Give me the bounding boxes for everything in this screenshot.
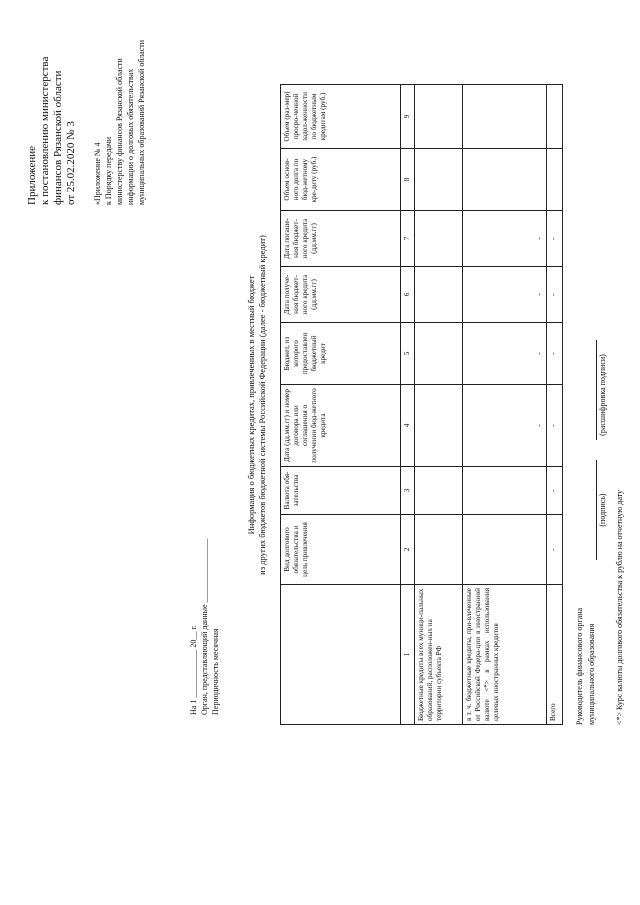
table-cell: - (547, 385, 563, 467)
appendix-line: финансов Рязанской области (52, 70, 64, 205)
table-cell (415, 211, 463, 267)
header-cell: Дата погаше-ния бюджет-ного кредита (дд.мм.гг) (281, 211, 401, 267)
header-fields (188, 538, 221, 715)
table-cell: - (463, 211, 547, 267)
periodicity-line: Периодичность месячная (211, 628, 220, 715)
head-title-line-1: Руководитель финансового органа (575, 607, 584, 725)
report-date-line: На 1 ____________ 20__ г. (189, 625, 198, 715)
attachment-line: министерству финансов Рязанской области (115, 58, 124, 205)
footnote: <*> Курс валюты долгового обязательства к рублю на отчетную дату (615, 489, 624, 725)
table-cell (415, 467, 463, 515)
table-row (463, 85, 547, 725)
organ-line: Орган, представляющий данные ________________ (200, 538, 209, 715)
number-cell: 8 (401, 149, 415, 211)
table-cell: - (463, 267, 547, 323)
table-cell (415, 85, 463, 149)
attachment-line: информации о долговых обязательствах (126, 68, 135, 205)
table-cell (415, 323, 463, 385)
header-cell: Вид долгового обязательства и цель привлечения (281, 515, 401, 585)
header-cell: Бюджет, из которого предоставлен бюджетный кредит (281, 323, 401, 385)
signature-block (574, 305, 608, 725)
number-cell: 2 (401, 515, 415, 585)
table-cell: в т. ч. бюджетные кредиты, при-влеченные от Российской Федера-ции в иностранной валюте <*> в рамках использования целевых иностранных кредитов (463, 585, 547, 725)
table-cell (463, 85, 547, 149)
table-cell: - (547, 211, 563, 267)
decode-line (585, 340, 597, 440)
header-cell (281, 585, 401, 725)
signature-line (585, 460, 597, 560)
table-cell (415, 385, 463, 467)
table-cell: - (547, 515, 563, 585)
header-cell: Объем основ-ного долга по бюд-жетному кре-диту (руб.) (281, 149, 401, 211)
appendix-block (26, 57, 78, 205)
table-cell: Бюджетные кредиты всех муници-пальных образований, расположен-ных на территории субъекта РФ (415, 585, 463, 725)
table-cell: - (463, 323, 547, 385)
signature-caption: (подпись) (598, 493, 607, 527)
number-cell: 3 (401, 467, 415, 515)
number-cell: 1 (401, 585, 415, 725)
table-cell: - (463, 385, 547, 467)
appendix-line: Приложение (26, 145, 38, 205)
table-cell: - (547, 467, 563, 515)
table-cell: - (547, 323, 563, 385)
credits-table (280, 84, 563, 725)
table-cell (463, 515, 547, 585)
attachment-line: муниципальных образований Рязанской области (137, 39, 146, 205)
attachment-block (92, 40, 147, 205)
table-row (415, 85, 463, 725)
table-cell: - (547, 267, 563, 323)
header-cell: Дата получе-ния бюджет-ного кредита (дд.мм.гг) (281, 267, 401, 323)
attachment-line: «Приложение № 4 (93, 142, 102, 205)
document-title (246, 85, 268, 725)
table-cell (463, 149, 547, 211)
appendix-line: от 25.02.2020 № 3 (65, 121, 77, 205)
table-cell: Всего (547, 585, 563, 725)
number-cell: 5 (401, 323, 415, 385)
title-line-2: из других бюджетов бюджетной системы Российской Федерации (далее - бюджетный кредит) (257, 235, 267, 575)
table-cell (415, 267, 463, 323)
head-title-line-2: муниципального образования (587, 623, 596, 725)
table-cell (547, 149, 563, 211)
table-cell (547, 85, 563, 149)
header-cell: Дата (дд.мм.гг) и номер договора или соглашения о получении бюд-жетного кредита (281, 385, 401, 467)
table-row-total (547, 85, 563, 725)
table-cell (415, 515, 463, 585)
table-number-row (401, 85, 415, 725)
number-cell: 4 (401, 385, 415, 467)
number-cell: 6 (401, 267, 415, 323)
table-header-row (281, 85, 401, 725)
table-cell (463, 467, 547, 515)
header-cell: Валюта обя-зательства (281, 467, 401, 515)
decode-caption: (расшифровка подписи) (598, 354, 607, 436)
header-cell: Объем (раз-мер) просро-ченной задол-женности по бюджетным кредитам (руб.) (281, 85, 401, 149)
number-cell: 9 (401, 85, 415, 149)
attachment-line: к Порядку передачи (104, 136, 113, 205)
appendix-line: к постановлению министерства (39, 56, 51, 205)
title-line-1: Информация о бюджетных кредитах, привлеченных в местный бюджет (246, 275, 256, 535)
number-cell: 7 (401, 211, 415, 267)
table-cell (415, 149, 463, 211)
